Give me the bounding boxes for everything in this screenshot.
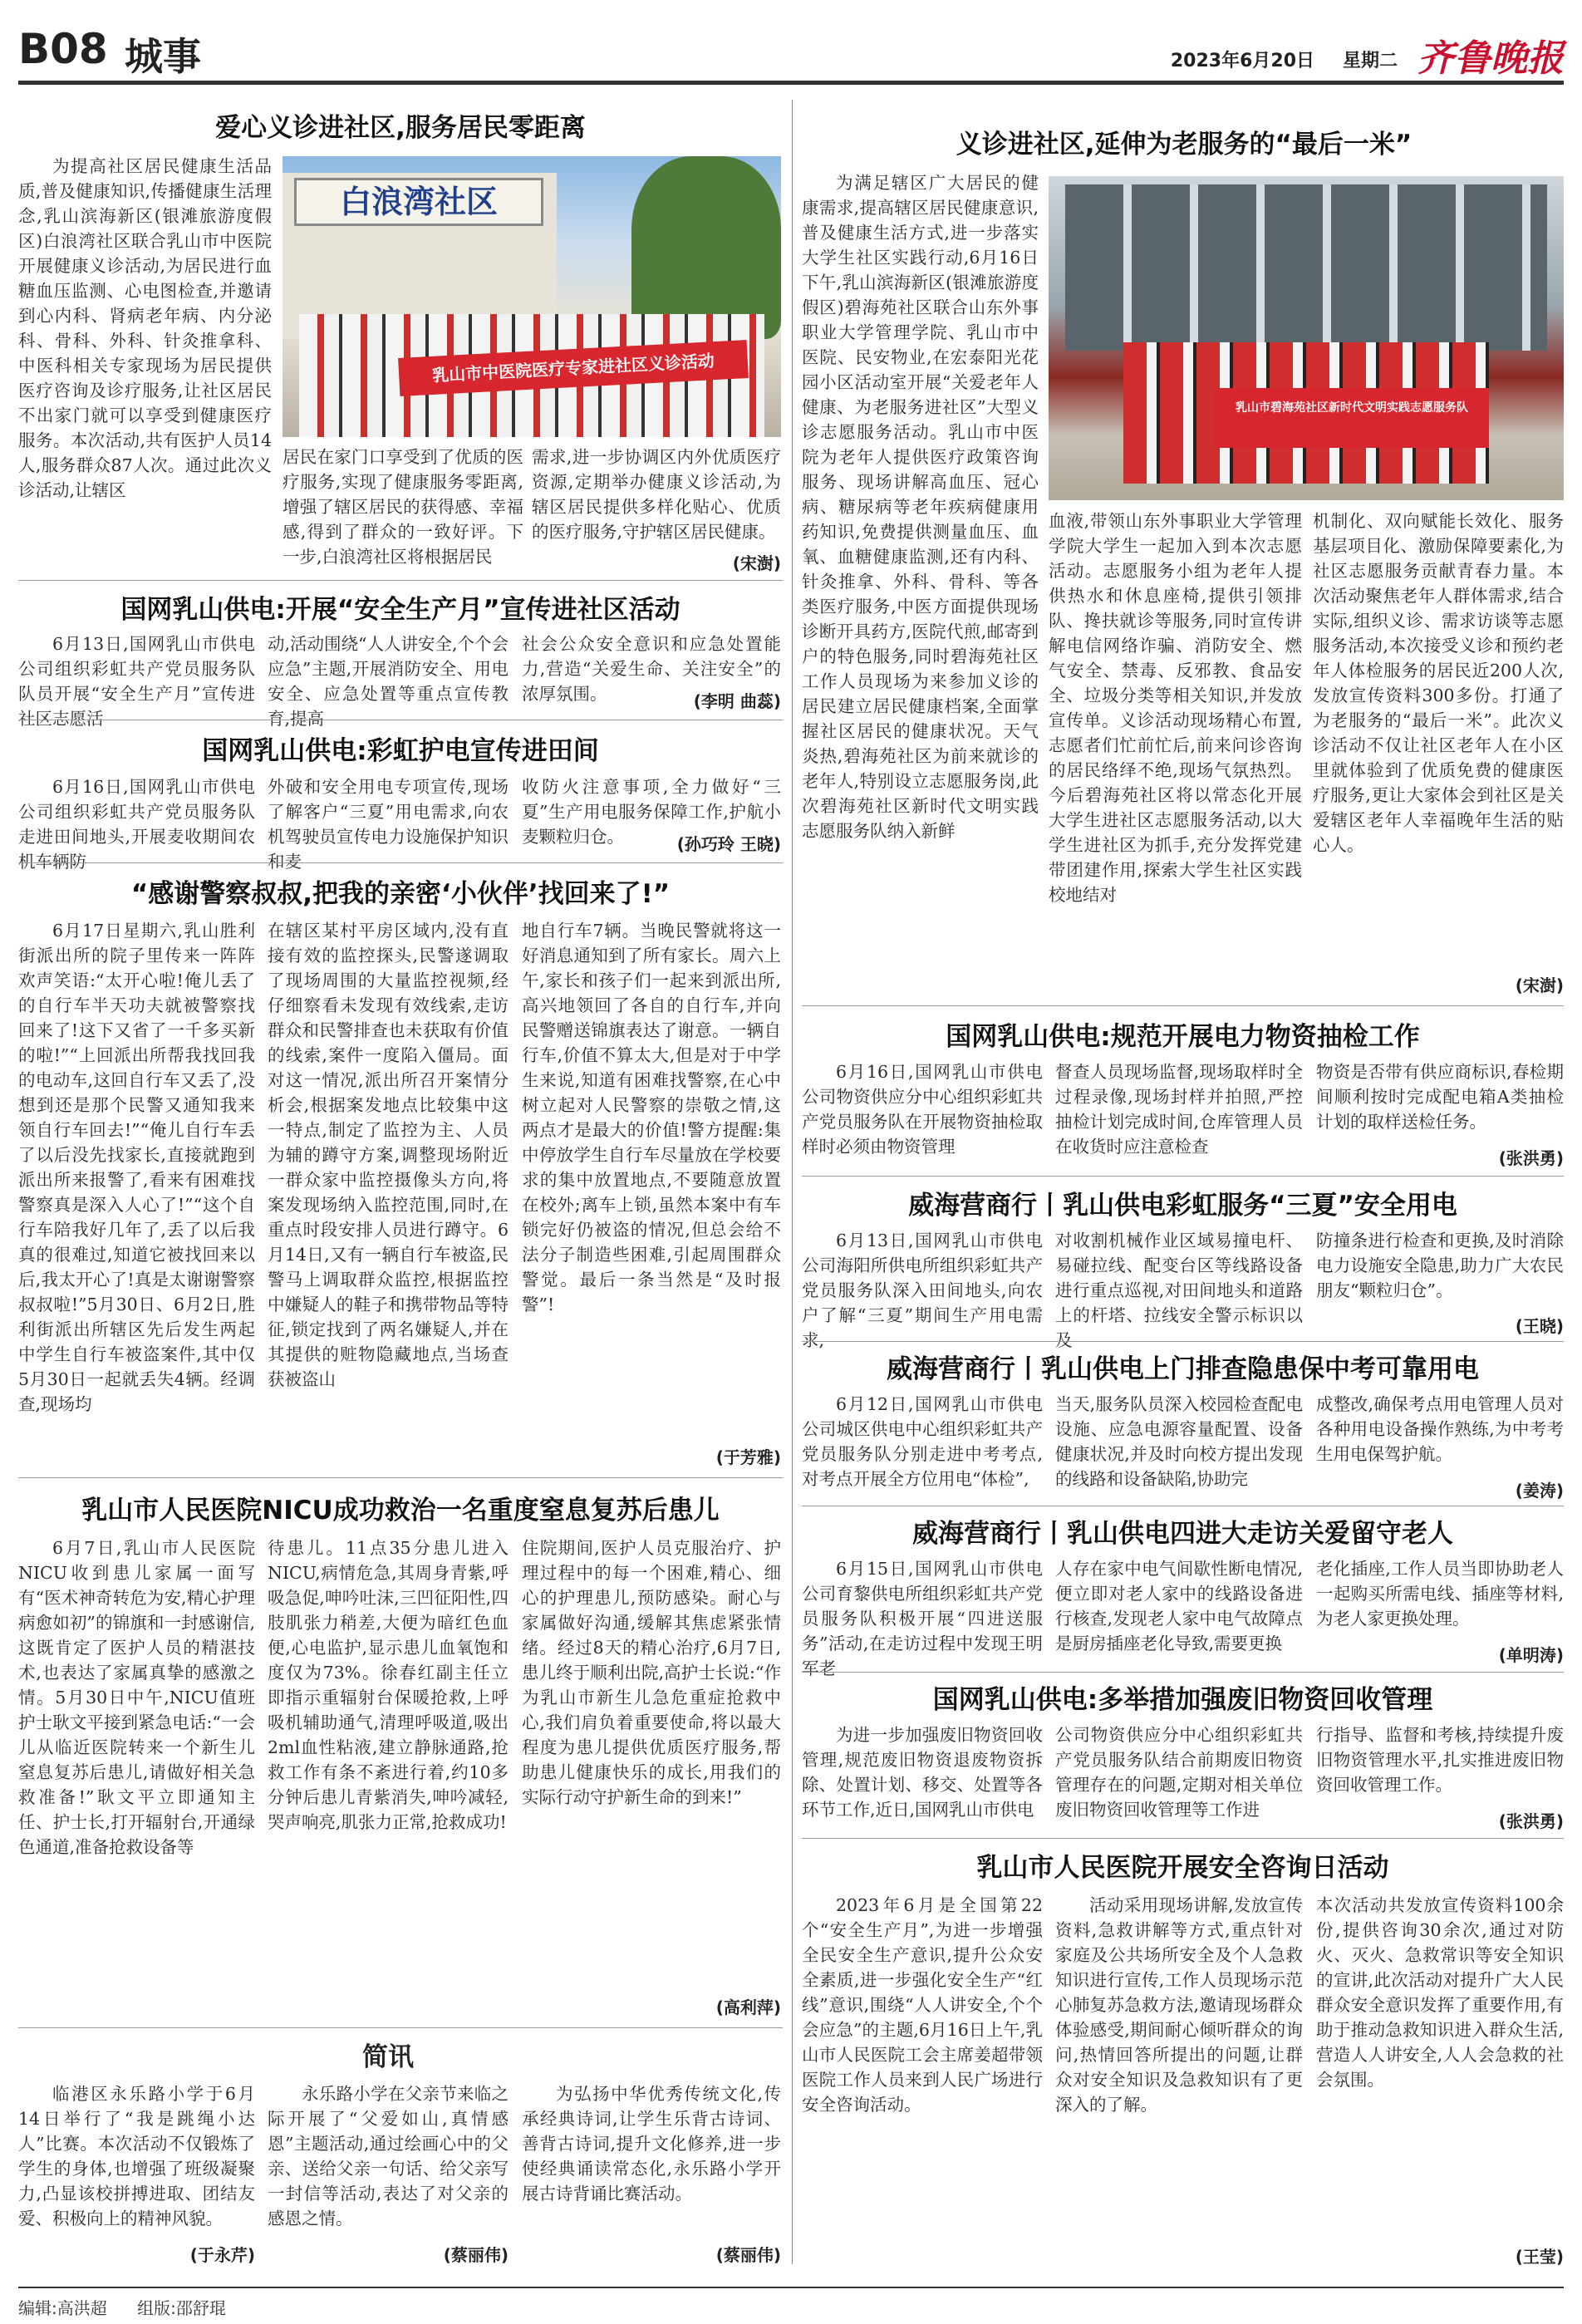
headline-a5: 乳山市人民医院NICU成功救治一名重度窒息复苏后患儿 bbox=[81, 1496, 720, 1526]
photo-clinic-volunteers bbox=[1049, 176, 1564, 500]
article-a3-col1 bbox=[18, 774, 255, 872]
article-a3-col1-text: 6月16日,国网乳山市供电公司组织彩虹共产党员服务队走进田间地头,开展麦收期间农机车辆防 bbox=[18, 777, 255, 872]
article-a9-col2-text: 对收割机械作业区域易撞电杆、易碰拉线、配变台区等线路设备进行重点巡视,对田间地头和道路上的杆塔、拉线安全警示标识以及 bbox=[1055, 1231, 1303, 1350]
headline-a9: 威海营商行丨乳山供电彩虹服务“三夏”安全用电 bbox=[908, 1191, 1457, 1221]
article-a10-col1-text: 6月12日,国网乳山市供电公司城区供电中心组织彩虹共产党员服务队分别走进中考考点,对考点开展全方位用电“体检”, bbox=[802, 1394, 1043, 1489]
article-a13-col3-text: 本次活动共发放宣传资料100余份,提供咨询30余次,通过对防火、灭火、急救常识等安全知识的宣讲,此次活动对提升广大人民群众安全意识发挥了重要作用,有助于推动急救知识进入群众生活,营造人人讲安全,人人会急救的社会氛围。 bbox=[1316, 1895, 1564, 2090]
article-a5-col2 bbox=[268, 1535, 508, 2017]
author-a12: (张洪勇) bbox=[1498, 1811, 1564, 1831]
article-a10-col3 bbox=[1316, 1392, 1564, 1475]
article-a10-col1 bbox=[802, 1392, 1043, 1500]
headline-a2: 国网乳山供电:开展“安全生产月”宣传进社区活动 bbox=[120, 595, 680, 625]
article-a11-col3 bbox=[1316, 1556, 1564, 1639]
article-a7-col1-text: 为满足辖区广大居民的健康需求,提高辖区居民健康意识,普及健康生活方式,进一步落实大学生社区实践行动,6月16日下午,乳山滨海新区(银滩旅游度假区)碧海苑社区联合山东外事职业大学管理学院、乳山市中医院、民安物业,在宏泰阳光花园小区活动室开展“关爱老年人健康、为老服务进社区”大型义诊志愿服务活动。乳山市中医院为老年人提供医疗政策咨询服务、现场讲解高血压、冠心病、糖尿病等老年疾病健康用药知识,免费提供测量血压、血氧、血糖健康监测,还有内科、针灸推拿、外科、骨科、等各类医疗服务,中医方面提供现场诊断开具药方,医院代煎,邮寄到户的特色服务,同时碧海苑社区工作人员现场为来参加义诊的居民建立居民健康档案,全面掌握社区居民的健康状况。天气炎热,碧海苑社区为前来就诊的老年人,特别设立志愿服务岗,此次碧海苑社区新时代文明实践志愿服务队纳入新鲜 bbox=[802, 173, 1039, 841]
article-a2-col2 bbox=[268, 631, 509, 729]
article-a12-col2 bbox=[1055, 1722, 1303, 1830]
author-a6-col2: (蔡丽伟) bbox=[443, 2245, 508, 2265]
article-a13-col2 bbox=[1055, 1893, 1303, 2242]
tree bbox=[631, 156, 781, 339]
masthead bbox=[18, 25, 1564, 85]
rule-a1 bbox=[18, 580, 783, 581]
article-a2-col2-text: 动,活动围绕“人人讲安全,个个会应急”主题,开展消防安全、用电安全、应急处置等重点宣传教育,提高 bbox=[268, 634, 509, 729]
rule-a7 bbox=[802, 1005, 1564, 1006]
author-a10: (姜涛) bbox=[1515, 1481, 1564, 1501]
article-a8-col2 bbox=[1055, 1059, 1303, 1167]
article-a1-col3-text: 需求,进一步协调区内外优质医疗资源,定期举办健康义诊活动,为辖区居民提供多样化贴心、优质的医疗服务,守护辖区居民健康。 bbox=[532, 447, 781, 542]
page-footer bbox=[18, 2287, 1564, 2319]
article-a5-col3 bbox=[522, 1535, 781, 1992]
article-a7-col3 bbox=[1313, 509, 1564, 970]
footer-editor: 编辑:高洪超 bbox=[18, 2298, 107, 2318]
article-a11-col2 bbox=[1055, 1556, 1303, 1664]
headline-a10: 威海营商行丨乳山供电上门排查隐患保中考可靠用电 bbox=[887, 1354, 1479, 1384]
article-a3-col3-text: 收防火注意事项,全力做好“三夏”生产用电服务保障工作,护航小麦颗粒归仓。 bbox=[522, 777, 781, 847]
article-a4-col3 bbox=[522, 918, 781, 1442]
article-a5-col2-text: 待患儿。11点35分患儿进入NICU,病情危急,其周身青紫,呼吸急促,呻吟吐沫,三凹征阳性,四肢肌张力稍差,大便为暗红色血便,心电监护,显示患儿血氧饱和度仅为73%。徐春红副主任立即指示重辐射台保暖抢救,上呼吸机辅助通气,清理呼吸道,吸出2ml血性粘液,建立静脉通路,抢救工作有条不紊进行着,约10多分钟后患儿青紫消失,呻吟减轻,哭声响亮,肌张力正常,抢救成功! bbox=[268, 1538, 508, 1832]
article-a7-col2 bbox=[1049, 509, 1302, 970]
rule-a9 bbox=[802, 1341, 1564, 1342]
event-banner-left: 乳山市中医院医疗专家进社区义诊活动 bbox=[398, 340, 749, 396]
article-a11-col2-text: 人存在家中电气间歇性断电情况,便立即对老人家中的线路设备进行核查,发现老人家中电气故障点是厨房插座老化导致,需要更换 bbox=[1055, 1559, 1303, 1653]
article-a8-col3 bbox=[1316, 1059, 1564, 1142]
paper-logo: 齐鲁晚报 bbox=[1417, 37, 1564, 80]
article-a7-col3-text: 机制化、双向赋能长效化、服务基层项目化、激励保障要素化,为社区志愿服务贡献青春力量。本次活动聚焦老年人群体需求,结合实际,组织义诊、需求访谈等志愿服务活动,本次接受义诊和预约老年人体检服务的居民近200人次,发放宣传资料300多份。打通了为老服务的“最后一米”。此次义诊活动不仅让社区老年人在小区里就体验到了优质免费的健康医疗服务,更让大家体会到社区是关爱辖区老年人幸福晚年生活的贴心人。 bbox=[1313, 511, 1564, 855]
headline-a7: 义诊进社区,延伸为老服务的“最后一米” bbox=[956, 130, 1412, 160]
article-a3-col2-text: 外破和安全用电专项宣传,现场了解客户“三夏”用电需求,向农机驾驶员宣传电力设施保护知识和麦 bbox=[268, 777, 508, 872]
headline-a13: 乳山市人民医院开展安全咨询日活动 bbox=[976, 1853, 1389, 1883]
article-a8-col2-text: 督查人员现场监督,现场取样时全过程录像,现场封样并拍照,严控抽检计划完成时间,仓库管理人员在收货时应注意检查 bbox=[1055, 1062, 1303, 1157]
author-a9: (王晓) bbox=[1515, 1316, 1564, 1336]
author-a7: (宋澍) bbox=[1515, 975, 1564, 995]
article-a12-col3 bbox=[1316, 1722, 1564, 1806]
article-a6-col1 bbox=[18, 2081, 255, 2239]
issue-weekday: 星期二 bbox=[1342, 51, 1398, 71]
community-sign: 白浪湾社区 bbox=[294, 178, 543, 226]
headline-a12: 国网乳山供电:多举措加强废旧物资回收管理 bbox=[932, 1685, 1433, 1715]
article-a2-col1 bbox=[18, 631, 255, 729]
article-a2-col3-text: 社会公众安全意识和应急处置能力,营造“关爱生命、关注安全”的浓厚氛围。 bbox=[522, 634, 781, 704]
article-a6-col2 bbox=[268, 2081, 508, 2239]
author-a6-col1: (于永芹) bbox=[189, 2245, 255, 2265]
issue-date: 2023年6月20日 bbox=[1170, 51, 1314, 71]
article-a7-col1 bbox=[802, 170, 1039, 993]
headline-a11: 威海营商行丨乳山供电四进大走访关爱留守老人 bbox=[912, 1519, 1453, 1549]
article-a5-col3-text: 住院期间,医护人员克服治疗、护理过程中的每一个困难,精心、细心的护理患儿,预防感染。耐心与家属做好沟通,缓解其焦虑紧张情绪。经过8天的精心治疗,6月7日,患儿终于顺利出院,高护士长说:“作为乳山市新生儿急危重症抢救中心,我们肩负着重要使命,将以最大程度为患儿提供优质医疗服务,帮助患儿健康快乐的成长,用我们的实际行动守护新生命的到来!” bbox=[522, 1538, 781, 1807]
article-a1-col2 bbox=[282, 445, 523, 573]
building-windows bbox=[1065, 184, 1547, 351]
footer-layout: 组版:邵舒琨 bbox=[137, 2298, 226, 2318]
headline-a4: “感谢警察叔叔,把我的亲密‘小伙伴’找回来了!” bbox=[130, 879, 671, 909]
article-a8-col1-text: 6月16日,国网乳山市供电公司物资供应分中心组织彩虹共产党员服务队在开展物资抽检取样时必须由物资管理 bbox=[802, 1062, 1043, 1157]
headline-a3: 国网乳山供电:彩虹护电宣传进田间 bbox=[202, 736, 599, 766]
article-a6-col1-text: 临港区永乐路小学于6月14日举行了“我是跳绳小达人”比赛。本次活动不仅锻炼了学生的身体,也增强了班级凝聚力,凸显该校拼搏进取、团结友爱、积极向上的精神风貌。 bbox=[18, 2084, 255, 2228]
article-a12-col2-text: 公司物资供应分中心组织彩虹共产党员服务队结合前期废旧物资管理存在的问题,定期对相关单位废旧物资回收管理等工作进 bbox=[1055, 1725, 1303, 1820]
rule-a11 bbox=[802, 1672, 1564, 1673]
article-a4-col1 bbox=[18, 918, 255, 1467]
rule-a8 bbox=[802, 1176, 1564, 1177]
article-a8-col3-text: 物资是否带有供应商标识,春检期间顺利按时完成配电箱A类抽检计划的取样送检任务。 bbox=[1316, 1062, 1564, 1132]
article-a9-col1 bbox=[802, 1228, 1043, 1350]
article-a12-col1-text: 为进一步加强废旧物资回收管理,规范废旧物资退废物资拆除、处置计划、移交、处置等各环节工作,近日,国网乳山市供电 bbox=[802, 1725, 1043, 1820]
article-a8-col1 bbox=[802, 1059, 1043, 1167]
article-a11-col1 bbox=[802, 1556, 1043, 1678]
author-a1: (宋澍) bbox=[732, 553, 781, 573]
article-a11-col1-text: 6月15日,国网乳山市供电公司育黎供电所组织彩虹共产党员服务队积极开展“四进送服务”活动,在走访过程中发现王明军老 bbox=[802, 1559, 1043, 1678]
headline-a8: 国网乳山供电:规范开展电力物资抽检工作 bbox=[946, 1022, 1420, 1052]
rule-a12 bbox=[802, 1838, 1564, 1839]
photo-community-clinic bbox=[282, 156, 781, 437]
article-a10-col2-text: 当天,服务队员深入校园检查配电设施、应急电源容量配置、设备健康状况,并及时向校方提出发现的线路和设备缺陷,协助完 bbox=[1055, 1394, 1303, 1489]
article-a10-col2 bbox=[1055, 1392, 1303, 1500]
rule-a5 bbox=[18, 2027, 783, 2028]
author-a11: (单明涛) bbox=[1498, 1645, 1564, 1665]
article-a9-col2 bbox=[1055, 1228, 1303, 1350]
article-a4-col2-text: 在辖区某村平房区域内,没有直接有效的监控探头,民警遂调取了现场周围的大量监控视频,经仔细察看未发现有效线索,走访群众和民警排查也未获取有价值的线索,案件一度陷入僵局。面对这一情况,派出所召开案情分析会,根据案发地点比较集中这一特点,制定了监控为主、人员为辅的蹲守方案,调整现场附近一群众家中监控摄像头方向,将案发现场纳入监控范围,同时,在重点时段安排人员进行蹲守。6月14日,又有一辆自行车被盗,民警马上调取群众监控,根据监控中嫌疑人的鞋子和携带物品等特征,锁定找到了两名嫌疑人,并在其提供的赃物隐藏地点,当场查获被盗山 bbox=[268, 921, 508, 1389]
article-a4-col2 bbox=[268, 918, 508, 1467]
article-a9-col1-text: 6月13日,国网乳山市供电公司海阳所供电所组织彩虹共产党员服务队深入田间地头,向农户了解“三夏”期间生产用电需求, bbox=[802, 1231, 1043, 1350]
author-a5: (高利萍) bbox=[715, 1997, 781, 2017]
article-a2-col1-text: 6月13日,国网乳山市供电公司组织彩虹共产党员服务队队员开展“安全生产月”宣传进社区志愿活 bbox=[18, 634, 255, 729]
article-a4-col1-text: 6月17日星期六,乳山胜利街派出所的院子里传来一阵阵欢声笑语:“太开心啦!俺儿丢了的自行车半天功夫就被警察找回来了!这下又省了一千多买新的啦!”“上回派出所帮我找回我的电动车,这回自行车又丢了,没想到还是那个民警又通知我来领自行车回去!”“俺儿自行车丢了以后没先找家长,直接就跑到派出所来报警了,看来有困难找警察真是深入人心了!”“这个自行车陪我好几年了,丢了以后我真的很难过,知道它被找回来以后,我太开心了!真是太谢谢警察叔叔啦!”5月30日、6月2日,胜利街派出所辖区先后发生两起中学生自行车被盗案件,其中仅5月30日一起就丢失4辆。经调查,现场均 bbox=[18, 921, 255, 1414]
article-a11-col3-text: 老化插座,工作人员当即协助老人一起购买所需电线、插座等材料,为老人家更换处理。 bbox=[1316, 1559, 1564, 1629]
headline-a6: 简讯 bbox=[362, 2042, 414, 2072]
article-a6-col2-text: 永乐路小学在父亲节来临之际开展了“父爱如山,真情感恩”主题活动,通过绘画心中的父亲、送给父亲一句话、给父亲写一封信等活动,表达了对父亲的感恩之情。 bbox=[268, 2084, 508, 2228]
section-name: 城事 bbox=[125, 34, 201, 79]
article-a12-col1 bbox=[802, 1722, 1043, 1830]
author-a13: (王莹) bbox=[1515, 2247, 1564, 2267]
article-a6-col3-text: 为弘扬中华优秀传统文化,传承经典诗词,让学生乐背古诗词、善背古诗词,提升文化修养,进一步使经典诵读常态化,永乐路小学开展古诗背诵比赛活动。 bbox=[522, 2084, 781, 2204]
author-a6-col3: (蔡丽伟) bbox=[715, 2245, 781, 2265]
article-a1-col1 bbox=[18, 154, 272, 573]
article-a3-col2 bbox=[268, 774, 508, 872]
article-a1-col3 bbox=[532, 445, 781, 548]
article-a10-col3-text: 成整改,确保考点用电管理人员对各种用电设备操作熟练,为中考考生用电保驾护航。 bbox=[1316, 1394, 1564, 1464]
article-a5-col1 bbox=[18, 1535, 255, 2017]
author-a8: (张洪勇) bbox=[1498, 1148, 1564, 1168]
article-a1-col2-text: 居民在家门口享受到了优质的医疗服务,实现了健康服务零距离,增强了辖区居民的获得感、幸福感,得到了群众的一致好评。下一步,白浪湾社区将根据居民 bbox=[282, 447, 523, 567]
author-a4: (于芳雅) bbox=[715, 1447, 781, 1467]
section-code: B08 bbox=[18, 25, 108, 73]
article-a12-col3-text: 行指导、监督和考核,持续提升废旧物资管理水平,扎实推进废旧物资回收管理工作。 bbox=[1316, 1725, 1564, 1795]
author-a3: (孙巧玲 王晓) bbox=[676, 834, 781, 854]
article-a13-col1-text: 2023年6月是全国第22个“安全生产月”,为进一步增强全民安全生产意识,提升公众安全素质,进一步强化安全生产“红线”意识,围绕“人人讲安全,个个会应急”的主题,6月16日上午,乳山市人民医院工会主席姜超带领医院工作人员来到人民广场进行安全咨询活动。 bbox=[802, 1895, 1043, 2115]
rule-a3 bbox=[18, 862, 783, 863]
article-a7-col2-text: 血液,带领山东外事职业大学管理学院大学生一起加入到本次志愿活动。志愿服务小组为老年人提供热水和休息座椅,提供引领排队、搀扶就诊等服务,同时宣传讲解电信网络诈骗、消防安全、燃气安全、禁毒、反邪教、食品安全、垃圾分类等相关知识,并发放宣传单。义诊活动现场精心布置,志愿者们忙前忙后,前来问诊咨询的居民络绎不绝,现场气氛热烈。今后碧海苑社区将以常态化开展大学生进社区志愿服务活动,以大学生进社区为抓手,充分发挥党建带团建作用,探索大学生社区实践校地结对 bbox=[1049, 511, 1302, 905]
event-banner-right: 乳山市碧海苑社区新时代文明实践志愿服务队 bbox=[1215, 388, 1489, 448]
article-a1-col1-text: 为提高社区居民健康生活品质,普及健康知识,传播健康生活理念,乳山滨海新区(银滩旅游度假区)白浪湾社区联合乳山市中医院开展健康义诊活动,为居民进行血糖血压监测、心电图检查,并邀请到心内科、肾病老年病、内分泌科、骨科、外科、针灸推拿科、中医科相关专家现场为居民提供医疗咨询及诊疗服务,让社区居民不出家门就可以享受到健康医疗服务。本次活动,共有医护人员14人,服务群众87人次。通过此次义诊活动,让辖区 bbox=[18, 156, 272, 500]
rule-a4 bbox=[18, 1477, 783, 1478]
article-a5-col1-text: 6月7日,乳山市人民医院NICU收到患儿家属一面写有“医术神奇转危为安,精心护理病愈如初”的锦旗和一封感谢信,这既肯定了医护人员的精湛技术,也表达了家属真挚的感激之情。5月30日中午,NICU值班护士耿文平接到紧急电话:“一会儿从临近医院转来一个新生儿窒息复苏后患儿,请做好相关急救准备!”耿文平立即通知主任、护士长,打开辐射台,开通绿色通道,准备抢救设备等 bbox=[18, 1538, 255, 1857]
article-a9-col3-text: 防撞条进行检查和更换,及时消除电力设施安全隐患,助力广大农民朋友“颗粒归仓”。 bbox=[1316, 1231, 1564, 1300]
author-a2: (李明 曲蕊) bbox=[693, 691, 781, 711]
article-a13-col3 bbox=[1316, 1893, 1564, 2225]
article-a9-col3 bbox=[1316, 1228, 1564, 1311]
article-a13-col1 bbox=[802, 1893, 1043, 2242]
article-a4-col3-text: 地自行车7辆。当晚民警就将这一好消息通知到了所有家长。周六上午,家长和孩子们一起来到派出所,高兴地领回了各自的自行车,并向民警赠送锦旗表达了谢意。一辆自行车,价值不算太大,但是对于中学生来说,知道有困难找警察,在心中树立起对人民警察的崇敬之情,这两点才是最大的价值!警方提醒:集中停放学生自行车尽量放在学校要求的集中放置地点,不要随意放置在校外;离车上锁,虽然本案中有车锁完好仍被盗的情况,但总会给不法分子制造些困难,引起周围群众警觉。最后一条当然是“及时报警”! bbox=[522, 921, 781, 1314]
column-divider bbox=[792, 100, 793, 2264]
article-a13-col2-text: 活动采用现场讲解,发放宣传资料,急救讲解等方式,重点针对家庭及公共场所安全及个人急救知识进行宣传,工作人员现场示范心肺复苏急救方法,邀请现场群众体验感受,期间耐心倾听群众的询问,热情回答所提出的问题,让群众对安全知识及急救知识有了更深入的了解。 bbox=[1055, 1895, 1303, 2115]
headline-a1: 爱心义诊进社区,服务居民零距离 bbox=[215, 113, 586, 143]
article-a6-col3 bbox=[522, 2081, 781, 2239]
